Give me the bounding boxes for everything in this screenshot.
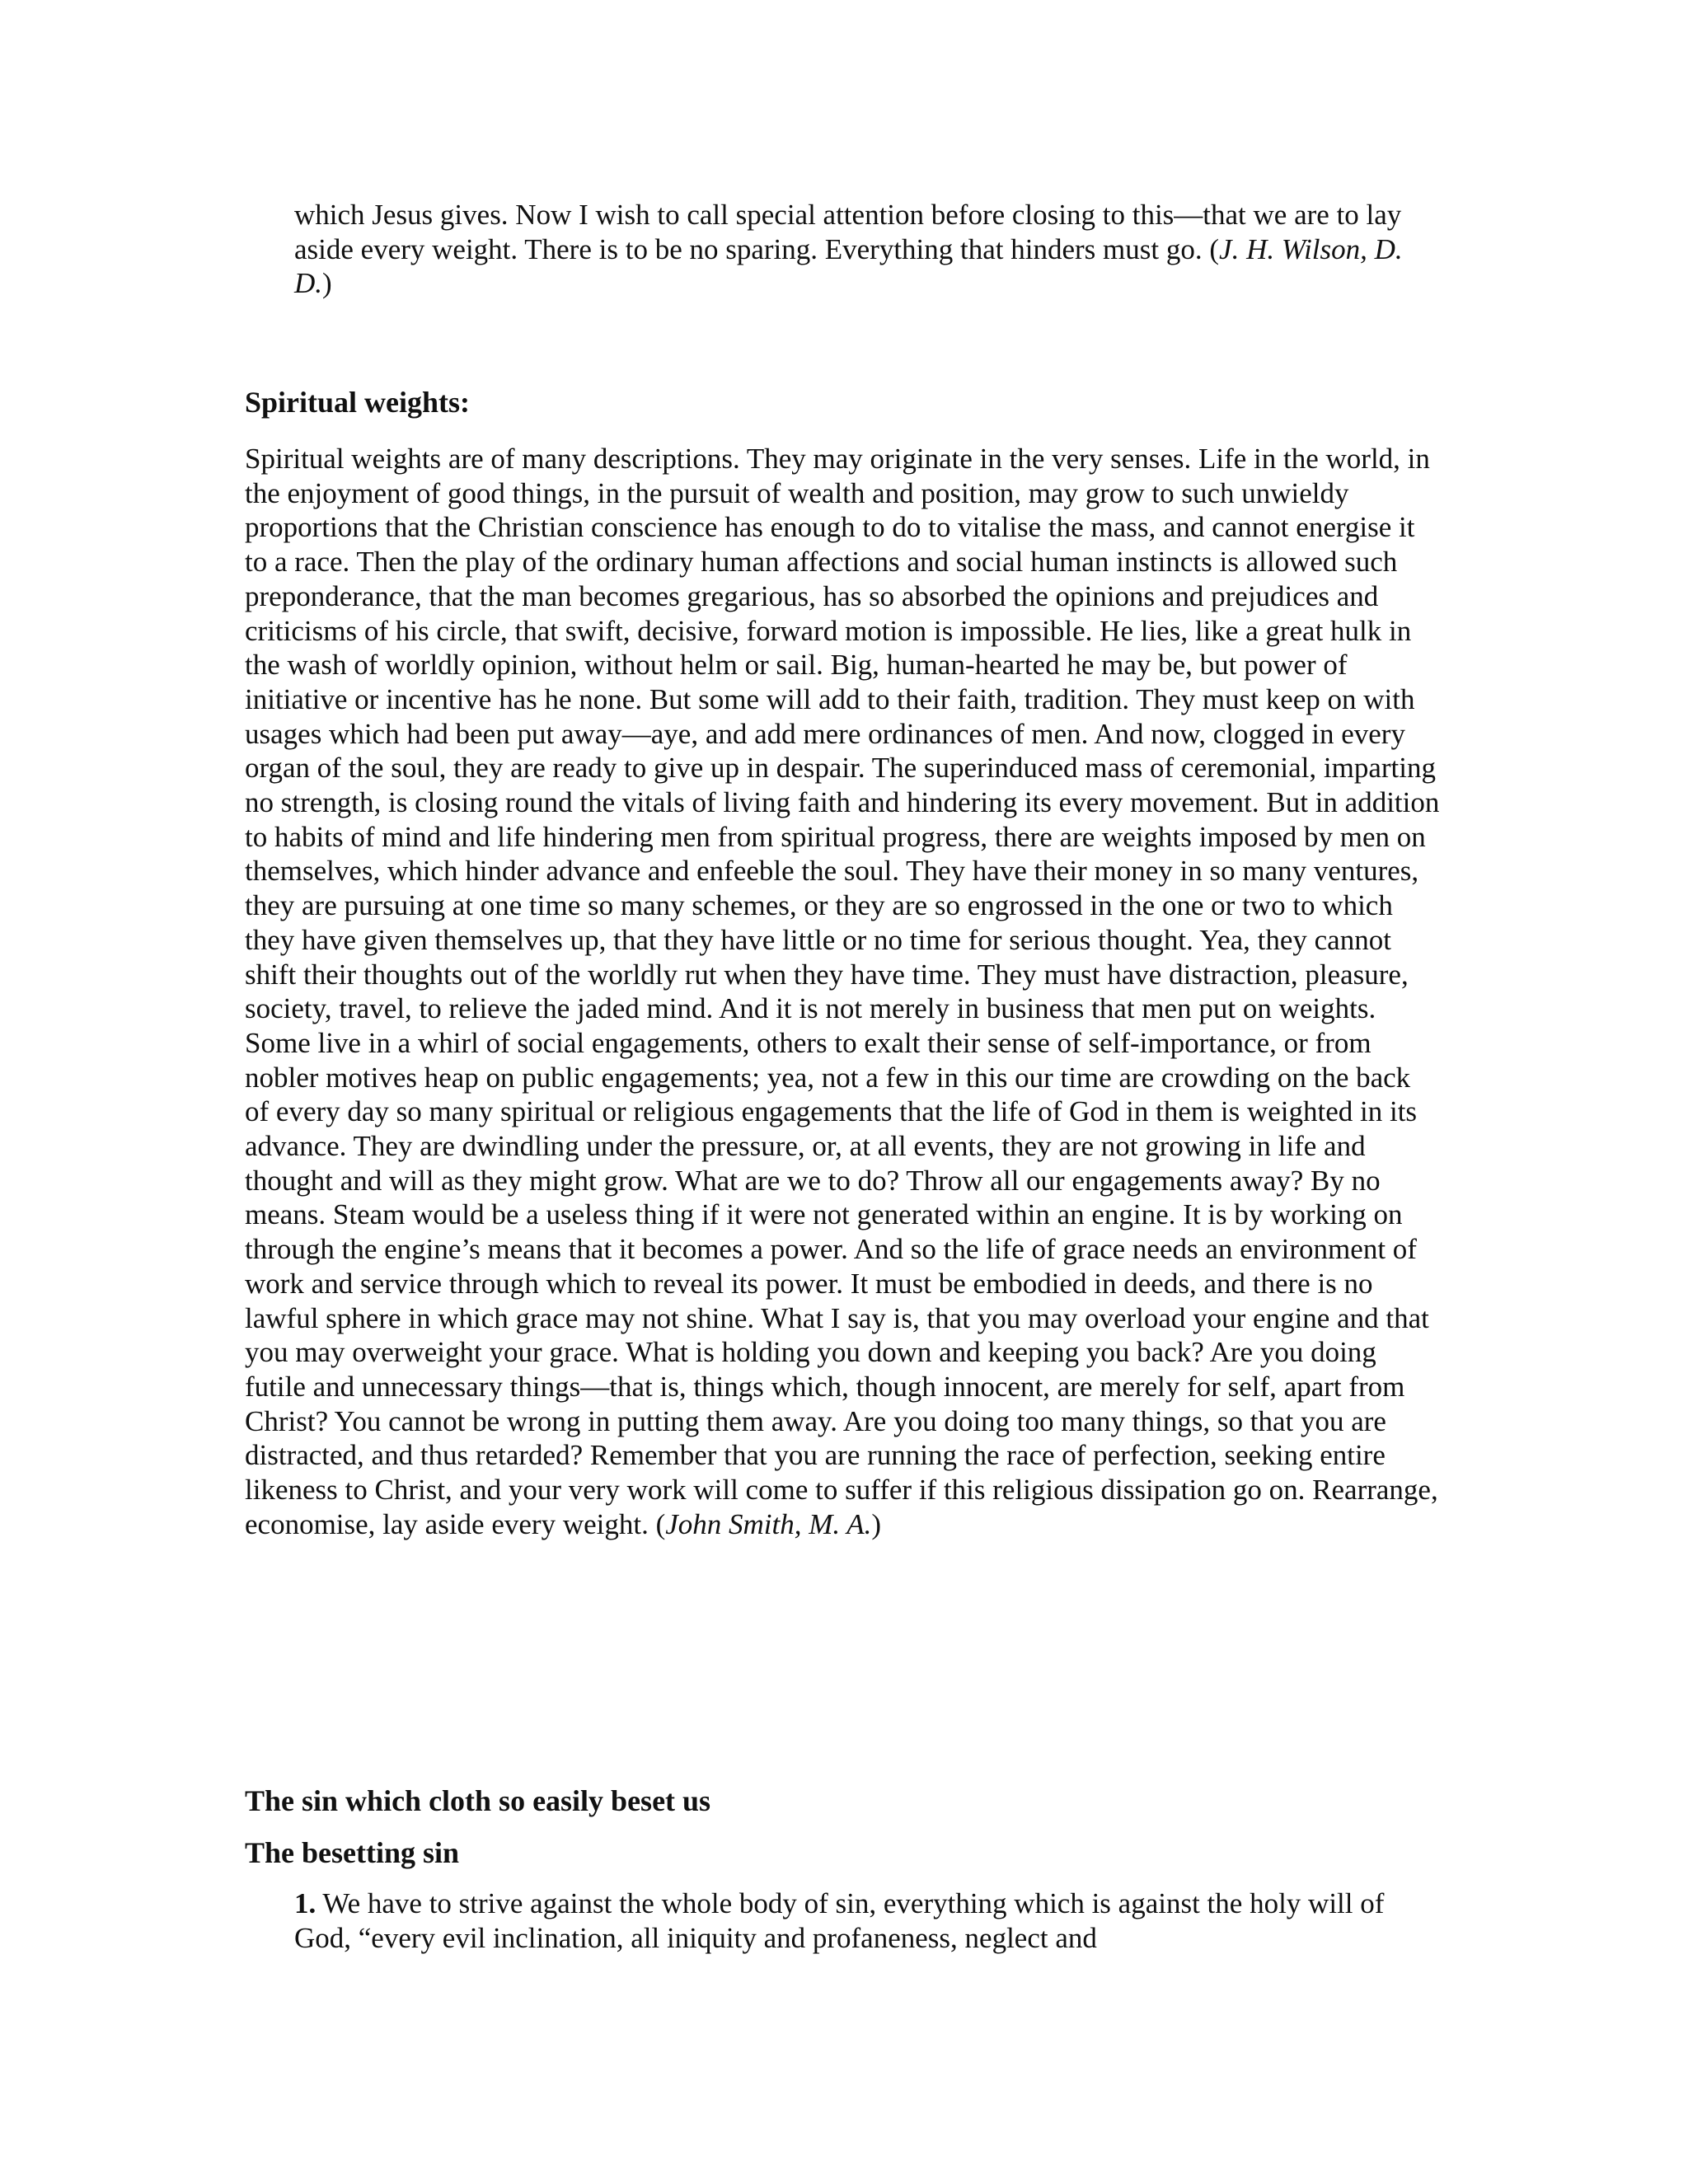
section-heading-spiritual-weights: Spiritual weights: [245,386,471,419]
point-number: 1. [294,1887,316,1919]
section-heading-sin-beset: The sin which cloth so easily beset us [245,1784,711,1817]
spiritual-weights-text: Spiritual weights are of many descriptions. They may originate in the very senses. Life in the world, in the enjoyment of good things, in the pursuit of wealth and position, may grow to such unwieldy proportions that the Christian conscience has enough to do to vitalise the mass, and cannot energise it to a race. Then the play of the ordinary human affections and social human instincts is allowed such preponderance, that the man becomes gregarious, has so absorbed the opinions and prejudices and criticisms of his circle, that swift, decisive, forward motion is impossible. He lies, like a great hulk in the wash of worldly opinion, without helm or sail. Big, human-hearted he may be, but power of initiative or incentive has he none. But some will add to their faith, tradition. They must keep on with usages which had been put away—aye, and add mere ordinances of men. And now, clogged in every organ of the soul, they are ready to give up in despair. The superinduced mass of ceremonial, imparting no strength, is closing round the vitals of living faith and hindering its every movement. But in addition to habits of mind and life hindering men from spiritual progress, there are weights imposed by men on themselves, which hinder advance and enfeeble the soul. They have their money in so many ventures, they are pursuing at one time so many schemes, or they are so engrossed in the one or two to which they have given themselves up, that they have little or no time for serious thought. Yea, they cannot shift their thoughts out of the worldly rut when they have time. They must have distraction, pleasure, society, travel, to relieve the jaded mind. And it is not merely in business that men put on weights. Some live in a whirl of social engagements, others to exalt their sense of self-importance, or from nobler motives heap on public engagements; yea, not a few in this our time are crowding on the back of every day so many spiritual or religious engagements that the life of God in them is weighted in its advance. They are dwindling under the pressure, or, at all events, they are not growing in life and thought and will as they might grow. What are we to do? Throw all our engagements away? By no means. Steam would be a useless thing if it were not generated within an engine. It is by working on through the engine’s means that it becomes a power. And so the life of grace needs an environment of work and service through which to reveal its power. It must be embodied in deeds, and there is no lawful sphere in which grace may not shine. What I say is, that you may overload your engine and that you may overweight your grace. What is holding you down and keeping you back? Are you doing futile and unnecessary things—that is, things which, though innocent, are merely for self, apart from Christ? You cannot be wrong in putting them away. Are you doing too many things, so that you are distracted, and thus retarded? Remember that you are running the race of perfection, seeking entire likeness to Christ, and your very work will come to suffer if this religious dissipation go on. Rearrange, economise, lay aside every weight. ( [245,443,1440,1540]
intro-text: which Jesus gives. Now I wish to call special attention before closing to this—that we are to lay aside every weight. There is to be no sparing. Everything that hinders must go. ( [294,199,1402,265]
point-text: We have to strive against the whole body of sin, everything which is against the holy will of God, “every evil inclination, all iniquity and profaneness, neglect and [294,1887,1385,1954]
spiritual-weights-paragraph [245,442,1440,1542]
intro-close: ) [322,267,332,300]
spiritual-weights-close: ) [871,1507,882,1540]
spiritual-weights-author: John Smith, M. A. [665,1507,872,1540]
intro-author: J. H. Wilson, D. D. [294,232,1403,300]
numbered-point [294,1886,1432,1955]
section-heading-besetting-sin: The besetting sin [245,1836,460,1869]
intro-paragraph [294,198,1432,301]
